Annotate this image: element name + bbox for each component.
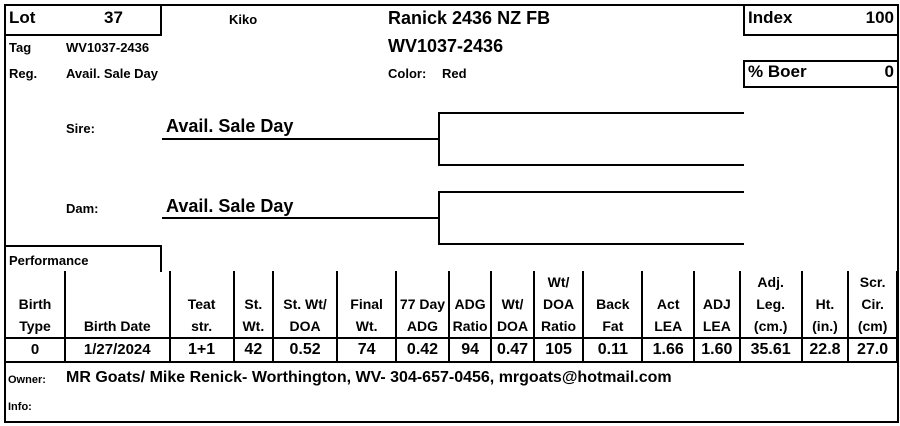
dam-line — [162, 217, 440, 219]
col-birth-type: Birth Type — [5, 271, 65, 338]
col-teat-str: Teat str. — [170, 271, 234, 338]
value-adg-ratio: 94 — [449, 338, 491, 362]
value-st-wt-doa: 0.52 — [273, 338, 337, 362]
col-final-wt: Final Wt. — [337, 271, 396, 338]
sire-dam-line — [438, 164, 744, 166]
col-st-wt-doa: St. Wt/ DOA — [273, 271, 337, 338]
col-adg-ratio: ADG Ratio — [449, 271, 491, 338]
col-wt-doa-ratio: Wt/ DOA Ratio — [534, 271, 584, 338]
value-77-day-adg: 0.42 — [396, 338, 449, 362]
animal-tag-id: WV1037-2436 — [388, 36, 504, 56]
value-wt-doa: 0.47 — [491, 338, 533, 362]
animal-name: Ranick 2436 NZ FB — [388, 8, 551, 28]
lot-number: 37 — [104, 8, 123, 27]
value-st-wt: 42 — [234, 338, 273, 362]
value-birth-date: 1/27/2024 — [65, 338, 170, 362]
performance-table — [4, 271, 898, 363]
col-st-wt: St. Wt. — [234, 271, 273, 338]
color-label: Color: — [388, 66, 427, 81]
value-final-wt: 74 — [337, 338, 396, 362]
col-birth-date: Birth Date — [65, 271, 170, 338]
value-adj-lea: 1.60 — [694, 338, 740, 362]
value-adj-leg: 35.61 — [740, 338, 802, 362]
sire-label: Sire: — [66, 121, 95, 136]
performance-title-divider — [160, 245, 162, 272]
dam-sire-line — [438, 191, 744, 193]
index-value: 100 — [865, 8, 894, 27]
owner-label: Owner: — [8, 374, 46, 386]
dam-dam-line — [438, 243, 744, 245]
performance-title: Performance — [9, 253, 89, 268]
reg-value: Avail. Sale Day — [66, 66, 159, 81]
col-scr-cir: Scr. Cir. (cm) — [848, 271, 897, 338]
dam-bracket — [438, 191, 440, 244]
boer-value: 0 — [884, 62, 894, 81]
col-back-fat: Back Fat — [583, 271, 642, 338]
performance-value-row — [5, 338, 897, 362]
index-label: Index — [748, 8, 793, 27]
dam-label: Dam: — [66, 201, 99, 216]
col-77-day-adg: 77 Day ADG — [396, 271, 449, 338]
value-height: 22.8 — [802, 338, 849, 362]
lot-label: Lot — [9, 8, 36, 27]
performance-header-row — [5, 271, 897, 338]
col-act-lea: Act LEA — [642, 271, 694, 338]
boer-label: % Boer — [748, 62, 807, 81]
value-act-lea: 1.66 — [642, 338, 694, 362]
tag-label: Tag — [9, 40, 32, 55]
sire-bracket — [438, 112, 440, 165]
sire-value: Avail. Sale Day — [166, 116, 294, 136]
value-back-fat: 0.11 — [583, 338, 642, 362]
reg-label: Reg. — [9, 66, 38, 81]
value-birth-type: 0 — [5, 338, 65, 362]
col-adj-leg: Adj. Leg. (cm.) — [740, 271, 802, 338]
col-wt-doa: Wt/ DOA — [491, 271, 533, 338]
sire-sire-line — [438, 112, 744, 114]
dam-value: Avail. Sale Day — [166, 196, 294, 216]
sire-line — [162, 138, 440, 140]
tag-value: WV1037-2436 — [66, 40, 150, 55]
value-wt-doa-ratio: 105 — [534, 338, 584, 362]
value-teat-str: 1+1 — [170, 338, 234, 362]
col-height: Ht. (in.) — [802, 271, 849, 338]
owner-value: MR Goats/ Mike Renick- Worthington, WV- 304-657-0456, mrgoats@hotmail.com — [66, 369, 672, 386]
col-adj-lea: ADJ LEA — [694, 271, 740, 338]
info-label: Info: — [8, 401, 32, 413]
performance-top-line — [4, 245, 162, 247]
breed: Kiko — [229, 12, 258, 27]
color-value: Red — [442, 66, 467, 81]
value-scr-cir: 27.0 — [848, 338, 897, 362]
